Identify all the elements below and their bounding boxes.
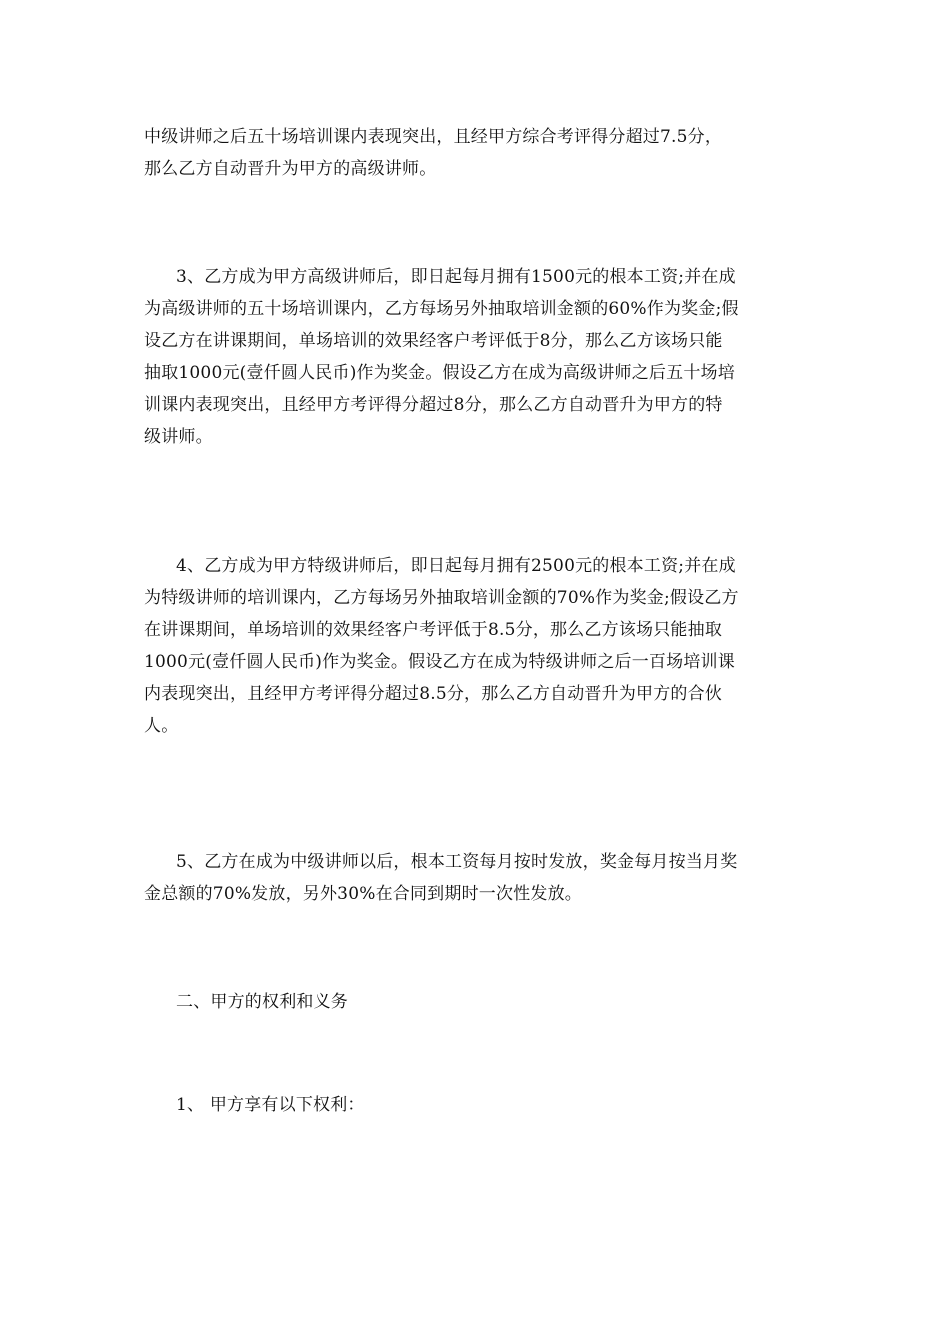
paragraph-item-5: [144, 846, 806, 910]
paragraph-item-3: [144, 261, 806, 453]
paragraph-line: 4、乙方成为甲方特级讲师后，即日起每月拥有2500元的根本工资;并在成: [176, 556, 736, 576]
paragraph-line: 人。: [144, 716, 179, 736]
subsection-heading-1: [144, 1089, 806, 1121]
paragraph-line: 为特级讲师的培训课内，乙方每场另外抽取培训金额的70%作为奖金;假设乙方: [144, 588, 739, 608]
paragraph-line: 3、乙方成为甲方高级讲师后，即日起每月拥有1500元的根本工资;并在成: [176, 267, 736, 287]
paragraph-line: 抽取1000元(壹仟圆人民币)作为奖金。假设乙方在成为高级讲师之后五十场培: [144, 363, 735, 383]
section-heading-2: [144, 986, 806, 1018]
paragraph-line: 在讲课期间，单场培训的效果经客户考评低于8.5分，那么乙方该场只能抽取: [144, 620, 723, 640]
paragraph-line: 级讲师。: [144, 427, 213, 447]
paragraph-line: 1000元(壹仟圆人民币)作为奖金。假设乙方在成为特级讲师之后一百场培训课: [144, 652, 735, 672]
paragraph-line: 那么乙方自动晋升为甲方的高级讲师。: [144, 159, 437, 179]
paragraph-line: 训课内表现突出，且经甲方考评得分超过8分，那么乙方自动晋升为甲方的特: [144, 395, 723, 415]
paragraph-line: 金总额的70%发放，另外30%在合同到期时一次性发放。: [144, 884, 582, 904]
paragraph-item-4: [144, 550, 806, 742]
subsection-heading-text: 1、 甲方享有以下权利：: [176, 1095, 365, 1115]
section-heading-text: 二、甲方的权利和义务: [176, 992, 348, 1012]
paragraph-continuation: [144, 121, 806, 185]
paragraph-line: 中级讲师之后五十场培训课内表现突出，且经甲方综合考评得分超过7.5分，: [144, 127, 723, 147]
paragraph-line: 为高级讲师的五十场培训课内，乙方每场另外抽取培训金额的60%作为奖金;假: [144, 299, 739, 319]
paragraph-line: 设乙方在讲课期间，单场培训的效果经客户考评低于8分，那么乙方该场只能: [144, 331, 723, 351]
paragraph-line: 内表现突出，且经甲方考评得分超过8.5分，那么乙方自动晋升为甲方的合伙: [144, 684, 723, 704]
paragraph-line: 5、乙方在成为中级讲师以后，根本工资每月按时发放，奖金每月按当月奖: [176, 852, 738, 872]
